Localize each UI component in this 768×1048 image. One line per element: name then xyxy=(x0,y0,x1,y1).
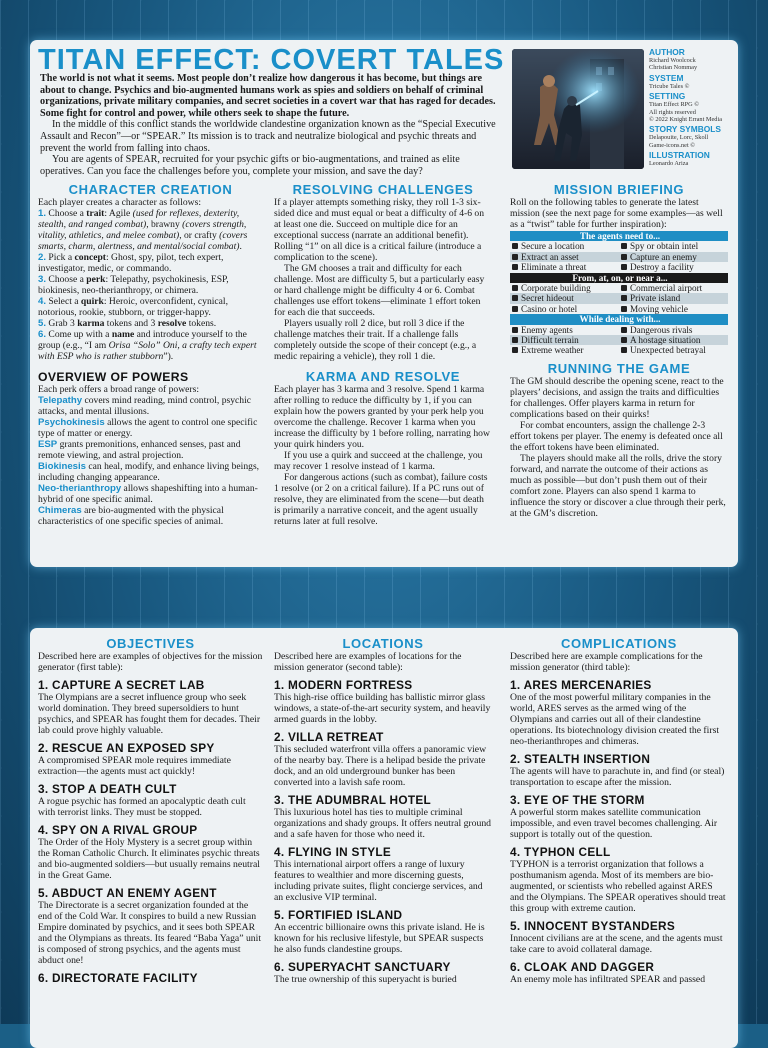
objective-text: A compromised SPEAR mole requires immediate extraction—the agents must act quickly! xyxy=(38,755,231,777)
body-paragraph: Each player has 3 karma and 3 resolve. Spend 1 karma after rolling to reduce the difficulty by 1, if you can explain how the powers granted by your perk help you overcome the challenge. Recover 1 karma when you increase the difficulty by 1 before rolling, narrating how your quirk hinders you. xyxy=(274,384,490,450)
complication-title: 1. ARES MERCENARIES xyxy=(510,678,652,692)
section-intro: Roll on the following tables to generate the latest mission (see the next page for some examples—as well as a “twist” table for further inspiration): xyxy=(510,197,723,230)
table-cell: Eliminate a threat xyxy=(510,262,619,272)
table-header: The agents need to... xyxy=(510,231,728,241)
table-cell: Extreme weather xyxy=(510,345,619,355)
table-cell: Commercial airport xyxy=(619,283,728,293)
intro-paragraph: In the middle of this conflict stands the worldwide clandestine organization known as the “Special Executive Assault and Recon”—or “SPEAR.” Its mission is to track and neutralize biological and psychic threats and prevent the world from falling into chaos. xyxy=(40,119,496,154)
die-icon xyxy=(621,264,627,270)
location-text: This international airport offers a range of luxury features to wealthier and more discerning guests, including private suites, flight concierge services, and an exclusive VIP terminal. xyxy=(274,859,483,903)
table-cell: Unexpected betrayal xyxy=(619,345,728,355)
table-header-row xyxy=(510,314,728,324)
die-icon xyxy=(512,264,518,270)
credit-entry xyxy=(649,92,737,123)
die-icon xyxy=(621,306,627,312)
power-entry: Neo-therianthropy allows shapeshifting into a human-hybrid of one specific animal. xyxy=(38,483,258,505)
step-item: 3. Choose a perk: Telepathy, psychokinesis, ESP, biokinesis, neo-therianthropy, or chimera. xyxy=(38,274,229,296)
credit-value: Delapouite, Lorc, Skoll Game-icons.net © xyxy=(649,134,709,149)
location-text: This secluded waterfront villa offers a panoramic view of the nearby bay. There is a helipad beside the private dock, and an old underground bunker has been converted into a lavish safe room. xyxy=(274,744,487,788)
table-header-row xyxy=(510,231,728,241)
section-intro: Described here are examples of locations for the mission generator (second table): xyxy=(274,651,462,673)
power-entry: Biokinesis can heal, modify, and enhance living beings, including changing appearance. xyxy=(38,461,260,483)
objective-text: A rogue psychic has formed an apocalyptic death cult with terrorist links. They must be stopped. xyxy=(38,796,246,818)
table-row xyxy=(510,304,728,314)
credit-entry xyxy=(649,74,737,90)
location-title: 1. MODERN FORTRESS xyxy=(274,678,413,692)
table-cell: Casino or hotel xyxy=(510,304,619,314)
die-icon xyxy=(621,347,627,353)
complication-title: 3. EYE OF THE STORM xyxy=(510,793,645,807)
objective-title: 1. CAPTURE A SECRET LAB xyxy=(38,678,205,692)
table-cell: Enemy agents xyxy=(510,325,619,335)
body-paragraph: The players should make all the rolls, drive the story forward, and narrate the outcome of their actions as much as possible—but don’t push them out of their comfort zone. Players can also spend 1 karma to influence the story or discover a clue through their perk, at the GM’s discretion. xyxy=(510,452,726,519)
column-locations xyxy=(274,638,492,985)
die-icon xyxy=(621,337,627,343)
credit-label: SETTING xyxy=(649,91,686,102)
objective-text: The Olympians are a secret influence group who seek world domination. They breed supersoldiers to hunt psychics, and SPEAR has fought them for decades. Their lab could prove highly valuable. xyxy=(38,692,261,736)
mission-table xyxy=(510,231,728,356)
table-cell: Moving vehicle xyxy=(619,304,728,314)
credit-label: AUTHOR xyxy=(649,47,685,57)
intro-paragraph: You are agents of SPEAR, recruited for your psychic gifts or bio-augmentations, and trained as elite operatives. Can you face the challenges before you, complete your mission, and save the day? xyxy=(40,154,460,177)
section-heading-locations: LOCATIONS xyxy=(342,636,424,651)
section-heading-complications: COMPLICATIONS xyxy=(561,636,677,651)
body-paragraph: If you use a quirk and succeed at the challenge, you may recover 1 resolve instead of 1 karma. xyxy=(274,450,483,472)
die-icon xyxy=(512,347,518,353)
table-row xyxy=(510,252,728,262)
table-header-row xyxy=(510,273,728,283)
power-entry: ESP grants premonitions, enhanced senses, past and remote viewing, and astral projection. xyxy=(38,439,241,461)
die-icon xyxy=(512,306,518,312)
power-entry: Psychokinesis allows the agent to control one specific type of matter or energy. xyxy=(38,417,258,439)
step-item: 1. Choose a trait: Agile (used for reflexes, dexterity, stealth, and ranged combat), brawny (covers strength, vitality, athletics, and melee combat), or crafty (covers smarts, charm, alertness, and mental/social combat). xyxy=(38,208,248,252)
credit-entry xyxy=(649,151,737,167)
page-title: TITAN EFFECT: COVERT TALES xyxy=(38,44,505,76)
credit-entry xyxy=(649,125,737,149)
objective-text: The Order of the Holy Mystery is a secret group within the Roman Catholic Church. It eliminates psychic threats and bio-augmented soldiers—but usually remains neutral in the Great Game. xyxy=(38,837,260,881)
table-cell: Destroy a facility xyxy=(619,262,728,272)
complication-text: Innocent civilians are at the scene, and the agents must take care to avoid collateral damage. xyxy=(510,933,723,955)
die-icon xyxy=(512,327,518,333)
complication-text: A powerful storm makes satellite communication impossible, and even travel becomes challenging. Air support is totally out of the question. xyxy=(510,807,718,840)
section-intro: Described here are example complications for the mission generator (third table): xyxy=(510,651,703,673)
location-title: 4. FLYING IN STYLE xyxy=(274,845,392,859)
section-heading-mission-briefing: MISSION BRIEFING xyxy=(553,182,685,197)
complication-text: The agents will have to parachute in, and find (or steal) transportation to escape after the mission. xyxy=(510,766,725,788)
intro-section xyxy=(40,73,502,177)
table-cell: Corporate building xyxy=(510,283,619,293)
section-intro: Described here are examples of objectives for the mission generator (first table): xyxy=(38,651,263,673)
intro-lead: The world is not what it seems. Most people don’t realize how dangerous it has become, but things are about to change. Psychics and bio-augmented humans work as spies and soldiers on behalf of criminal organizations, private military companies, and secret societies in a covert war that has raged for decades. Some fight for control and power, while others seek to shape the future. xyxy=(40,73,496,119)
table-row xyxy=(510,325,728,335)
body-paragraph: Players usually roll 2 dice, but roll 3 dice if the challenge matches their trait. If a challenge falls completely outside the scope of their concept (e.g., a medic repairing a vehicle), they roll 1 die. xyxy=(274,318,477,362)
die-icon xyxy=(621,285,627,291)
step-item: 4. Select a quirk: Heroic, overconfident, cynical, notorious, rookie, stubborn, or trigger-happy. xyxy=(38,296,228,318)
location-title: 6. SUPERYACHT SANCTUARY xyxy=(274,960,451,974)
column-character-creation xyxy=(38,184,263,527)
credit-entry xyxy=(649,48,737,72)
die-icon xyxy=(621,327,627,333)
page-one-card xyxy=(30,40,738,567)
table-cell: Extract an asset xyxy=(510,252,619,262)
credit-label: SYSTEM xyxy=(649,72,684,83)
complication-title: 4. TYPHON CELL xyxy=(510,845,611,859)
column-objectives xyxy=(38,638,263,985)
credit-value: Tricube Tales © xyxy=(649,82,690,90)
die-icon xyxy=(512,337,518,343)
objective-title: 5. ABDUCT AN ENEMY AGENT xyxy=(38,886,217,900)
die-icon xyxy=(621,243,627,249)
section-intro: Each perk offers a broad range of powers: xyxy=(38,384,199,395)
body-paragraph: The GM should describe the opening scene, react to the players’ decisions, and assign the traits and difficulties for challenges. Offer players karma in return for complications based on their quirks! xyxy=(510,375,724,420)
table-row xyxy=(510,293,728,303)
section-heading-overview-of-powers: OVERVIEW OF POWERS xyxy=(38,370,189,384)
credit-value: Titan Effect RPG © All rights reserved © 2022 Knight Errant Media xyxy=(649,101,722,124)
table-cell: Spy or obtain intel xyxy=(619,241,728,251)
table-row xyxy=(510,241,728,251)
objective-title: 2. RESCUE AN EXPOSED SPY xyxy=(38,741,215,755)
page-two-card xyxy=(30,628,738,1048)
table-cell: Difficult terrain xyxy=(510,335,619,345)
section-heading-objectives: OBJECTIVES xyxy=(106,636,195,651)
table-header: While dealing with... xyxy=(510,314,728,324)
objective-title: 3. STOP A DEATH CULT xyxy=(38,782,177,796)
objective-title: 6. DIRECTORATE FACILITY xyxy=(38,971,198,985)
complication-title: 5. INNOCENT BYSTANDERS xyxy=(510,919,675,933)
die-icon xyxy=(621,254,627,260)
credit-value: Leonardo Ariza xyxy=(649,160,689,168)
die-icon xyxy=(621,295,627,301)
complication-title: 2. STEALTH INSERTION xyxy=(510,752,651,766)
credit-value: Richard Woolcock Christian Nommay xyxy=(649,57,698,72)
section-heading-running-the-game: RUNNING THE GAME xyxy=(547,360,691,376)
credits-panel xyxy=(649,46,737,168)
die-icon xyxy=(512,295,518,301)
location-text: This high-rise office building has ballistic mirror glass windows, a state-of-the-art security system, and heavily armed guards in the lobby. xyxy=(274,692,491,725)
body-paragraph: For combat encounters, assign the challenge 2-3 effort tokens per player. The enemy is defeated once all the effort tokens have been eliminated. xyxy=(510,419,723,453)
table-header: From, at, on, or near a... xyxy=(510,273,728,283)
section-heading-resolving-challenges: RESOLVING CHALLENGES xyxy=(292,182,474,197)
step-item: 2. Pick a concept: Ghost, spy, pilot, tech expert, investigator, medic, or commando. xyxy=(38,252,224,274)
step-item: 6. Come up with a name and introduce yourself to the group (e.g., “I am Orisa “Solo” Oni, a crafty tech expert with ESP who is rather stubborn”). xyxy=(38,329,257,362)
table-row xyxy=(510,262,728,272)
power-entry: Telepathy covers mind reading, mind control, psychic attacks, and mental illusions. xyxy=(38,395,251,417)
location-title: 5. FORTIFIED ISLAND xyxy=(274,908,403,922)
location-title: 3. THE ADUMBRAL HOTEL xyxy=(274,793,432,807)
objective-title: 4. SPY ON A RIVAL GROUP xyxy=(38,823,198,837)
column-resolving xyxy=(274,184,492,527)
table-cell: Dangerous rivals xyxy=(619,325,728,335)
table-cell: Capture an enemy xyxy=(619,252,728,262)
complication-title: 6. CLOAK AND DAGGER xyxy=(510,960,655,974)
complication-text: One of the most powerful military companies in the world, ARES serves as the armed wing of the Olympians and carries out all of their clandestine operations. Its biotechnology division created the first neo-therianthropes and chimeras. xyxy=(510,692,720,747)
table-cell: Secure a location xyxy=(510,241,619,251)
table-cell: A hostage situation xyxy=(619,335,728,345)
location-title: 2. VILLA RETREAT xyxy=(274,730,384,744)
table-row xyxy=(510,335,728,345)
location-text: The true ownership of this superyacht is buried xyxy=(274,974,457,985)
step-item: 5. Grab 3 karma tokens and 3 resolve tokens. xyxy=(38,318,217,329)
section-heading-karma-and-resolve: KARMA AND RESOLVE xyxy=(305,369,461,384)
complication-text: TYPHON is a terrorist organization that follows a posthumanism agenda. Most of its members are bio-augmented, or scientists who rebelled against ARES and the Olympians. The SPEAR operatives should treat this group with extreme caution. xyxy=(510,859,726,914)
credit-label: STORY SYMBOLS xyxy=(649,124,721,135)
credit-label: ILLUSTRATION xyxy=(649,150,710,161)
table-cell: Secret hideout xyxy=(510,293,619,303)
power-entry: Chimeras are bio-augmented with the physical characteristics of one specific species of animal. xyxy=(38,505,224,527)
die-icon xyxy=(512,243,518,249)
body-paragraph: If a player attempts something risky, they roll 1-3 six-sided dice and must equal or beat a difficulty of 4-6 on at least one die. Succeed on multiple dice for an exceptional success (narrate an additional benefit). Rolling “1” on all dice is a critical failure (introduce a complication to the scene). xyxy=(274,197,485,263)
table-row xyxy=(510,345,728,355)
cover-illustration xyxy=(512,49,644,169)
location-text: This luxurious hotel has ties to multiple criminal organizations and shady groups. It offers neutral ground and a safe haven for those who need it. xyxy=(274,807,492,840)
location-text: An eccentric billionaire owns this private island. He is known for his reclusive lifestyle, but SPEAR suspects he also funds clandestine groups. xyxy=(274,922,485,955)
die-icon xyxy=(512,254,518,260)
body-paragraph: For dangerous actions (such as combat), failure costs 1 resolve (or 2 on a critical failure). If a PC runs out of resolve, they are eliminated from the scene—but death is primarily a narrative conceit, and the agent usually returns later at full resolve. xyxy=(274,472,488,527)
column-mission xyxy=(510,184,728,519)
table-row xyxy=(510,283,728,293)
section-intro: Each player creates a character as follows: xyxy=(38,197,202,208)
complication-text: An enemy mole has infiltrated SPEAR and passed xyxy=(510,974,706,985)
section-heading-character-creation: CHARACTER CREATION xyxy=(68,182,233,197)
column-complications xyxy=(510,638,728,985)
body-paragraph: The GM chooses a trait and difficulty for each challenge. Most are difficulty 5, but a particularly easy or hard challenge might be difficulty 4 or 6. Combat challenges use effort tokens—eliminate 1 effort token for each die that succeeds. xyxy=(274,263,485,318)
die-icon xyxy=(512,285,518,291)
table-cell: Private island xyxy=(619,293,728,303)
objective-text: The Directorate is a secret organization founded at the end of the Cold War. It conspires to build a new Russian Empire dominated by psychics, and it sees both SPEAR and the Olympians as threats. Its feared “Baba Yaga” unit is composed of strong psychics, and the agents must abduct one! xyxy=(38,900,262,966)
